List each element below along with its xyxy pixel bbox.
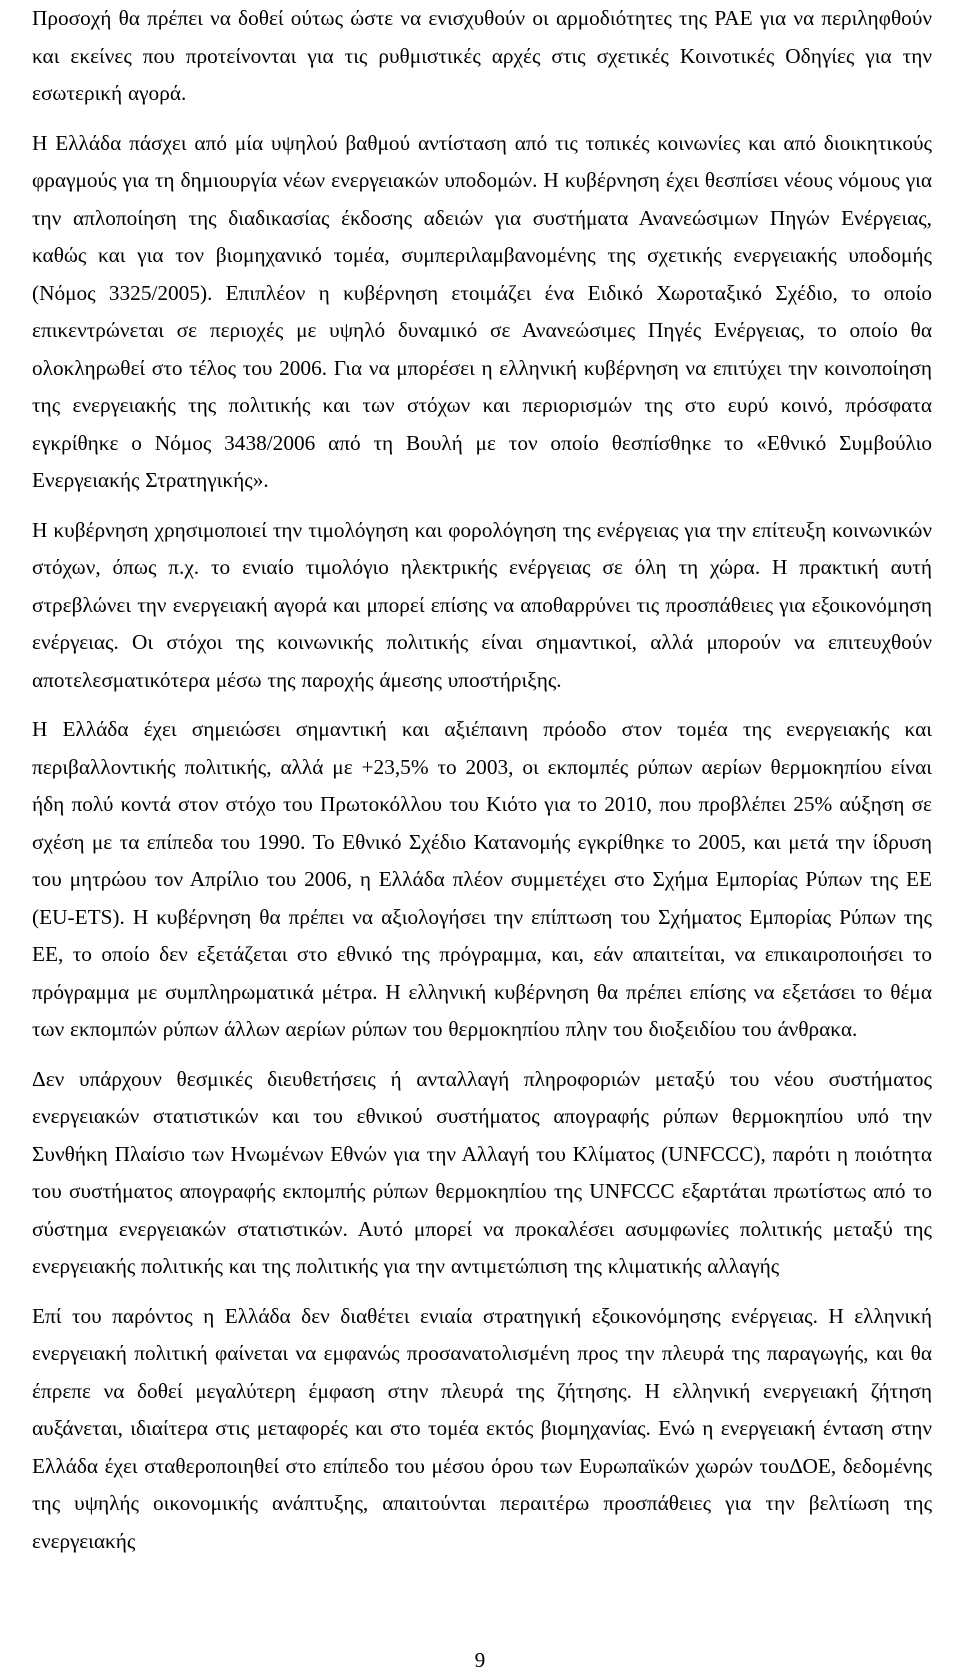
page-number: 9 (474, 1648, 486, 1672)
document-body (32, 0, 932, 1572)
paragraph-statistics-unfccc: Δεν υπάρχουν θεσμικές διευθετήσεις ή ανταλλαγή πληροφοριών μεταξύ του νέου συστήματος ενεργειακών στατιστικών και του εθνικού συστήματος απογραφής ρύπων θερμοκηπίου υπό την Συνθήκη Πλαίσιο των Ηνωμένων Εθνών για την Αλλαγή του Κλίματος (UNFCCC), παρότι η ποιότητα του συστήματος απογραφής εκπομπής ρύπων θερμοκηπίου της UNFCCC εξαρτάται πρωτίστως από το σύστημα ενεργειακών στατιστικών. Αυτό μπορεί να προκαλέσει ασυμφωνίες πολιτικής μεταξύ της ενεργειακής πολιτικής και της πολιτικής για την αντιμετώπιση της κλιματικής αλλαγής (32, 1066, 932, 1278)
paragraph-regulator-powers: Προσοχή θα πρέπει να δοθεί ούτως ώστε να ενισχυθούν οι αρμοδιότητες της ΡΑΕ για να περιληφθούν και εκείνες που προτείνονται για τις ρυθμιστικές αρχές στις σχετικές Κοινοτικές Οδηγίες για την εσωτερική αγορά. (32, 6, 932, 105)
paragraph-infrastructure-resistance: Η Ελλάδα πάσχει από μία υψηλού βαθμού αντίσταση από τις τοπικές κοινωνίες και από διοικητικούς φραγμούς για τη δημιουργία νέων ενεργειακών υποδομών. Η κυβέρνηση έχει θεσπίσει νέους νόμους για την απλοποίηση της διαδικασίας έκδοσης αδειών για συστήματα Ανανεώσιμων Πηγών Ενέργειας, καθώς και για τον βιομηχανικό τομέα, συμπεριλαμβανομένης της σχετικής ενεργειακής υποδομής (Νόμος 3325/2005). Επιπλέον η κυβέρνηση ετοιμάζει ένα Ειδικό Χωροταξικό Σχέδιο, το οποίο επικεντρώνεται σε περιοχές με υψηλό δυναμικό σε Ανανεώσιμες Πηγές Ενέργειας, το οποίο θα ολοκληρωθεί στο τέλος του 2006. Για να μπορέσει η ελληνική κυβέρνηση να επιτύχει την κοινοποίηση της ενεργειακής της πολιτικής και των στόχων και περιορισμών της στο ευρύ κοινό, πρόσφατα εγκρίθηκε ο Νόμος 3438/2006 από τη Βουλή με τον οποίο θεσπίσθηκε το «Εθνικό Συμβούλιο Ενεργειακής Στρατηγικής». (32, 130, 932, 492)
paragraph-emissions-progress: Η Ελλάδα έχει σημειώσει σημαντική και αξιέπαινη πρόοδο στον τομέα της ενεργειακής και περιβαλλοντικής πολιτικής, αλλά με +23,5% το 2003, οι εκπομπές ρύπων αερίων θερμοκηπίου είναι ήδη πολύ κοντά στον στόχο του Πρωτοκόλλου του Κιότο για το 2010, που προβλέπει 25% αύξηση σε σχέση με τα επίπεδα του 1990. Το Εθνικό Σχέδιο Κατανομής εγκρίθηκε το 2005, και μετά την ίδρυση του μητρώου τον Απρίλιο του 2006, η Ελλάδα πλέον συμμετέχει στο Σχήμα Εμπορίας Ρύπων της ΕΕ (EU-ETS). Η κυβέρνηση θα πρέπει να αξιολογήσει την επίπτωση του Σχήματος Εμπορίας Ρύπων της ΕΕ, το οποίο δεν εξετάζεται στο εθνικό της πρόγραμμα, και, εάν απαιτείται, να επικαιροποιήσει το πρόγραμμα με συμπληρωματικά μέτρα. Η ελληνική κυβέρνηση θα πρέπει επίσης να εξετάσει το θέμα των εκπομπών ρύπων άλλων αερίων ρύπων του θερμοκηπίου πλην του διοξειδίου του άνθρακα. (32, 717, 932, 1041)
paragraph-energy-pricing: Η κυβέρνηση χρησιμοποιεί την τιμολόγηση και φορολόγηση της ενέργειας για την επίτευξη κοινωνικών στόχων, όπως π.χ. το ενιαίο τιμολόγιο ηλεκτρικής ενέργειας σε όλη τη χώρα. Η πρακτική αυτή στρεβλώνει την ενεργειακή αγορά και μπορεί επίσης να αποθαρρύνει τις προσπάθειες για εξοικονόμηση ενέργειας. Οι στόχοι της κοινωνικής πολιτικής είναι σημαντικοί, αλλά μπορούν να επιτευχθούν αποτελεσματικότερα μέσω της παροχής άμεσης υποστήριξης. (32, 517, 932, 692)
paragraph-energy-savings: Επί του παρόντος η Ελλάδα δεν διαθέτει ενιαία στρατηγική εξοικονόμησης ενέργειας. Η ελληνική ενεργειακή πολιτική φαίνεται να εμφανώς προσανατολισμένη προς την πλευρά της παραγωγής, και θα έπρεπε να δοθεί μεγαλύτερη έμφαση στην πλευρά της ζήτησης. Η ελληνική ενεργειακή ζήτηση αυξάνεται, ιδιαίτερα στις μεταφορές και στο τομέα εκτός βιομηχανίας. Ενώ η ενεργειακή ένταση στην Ελλάδα έχει σταθεροποιηθεί στο επίπεδο του μέσου όρου των Ευρωπαϊκών χωρών τουΔΟΕ, δεδομένης της υψηλής οικονομικής ανάπτυξης, απαιτούνται περαιτέρω προσπάθειες για την βελτίωση της ενεργειακής (32, 1303, 932, 1553)
